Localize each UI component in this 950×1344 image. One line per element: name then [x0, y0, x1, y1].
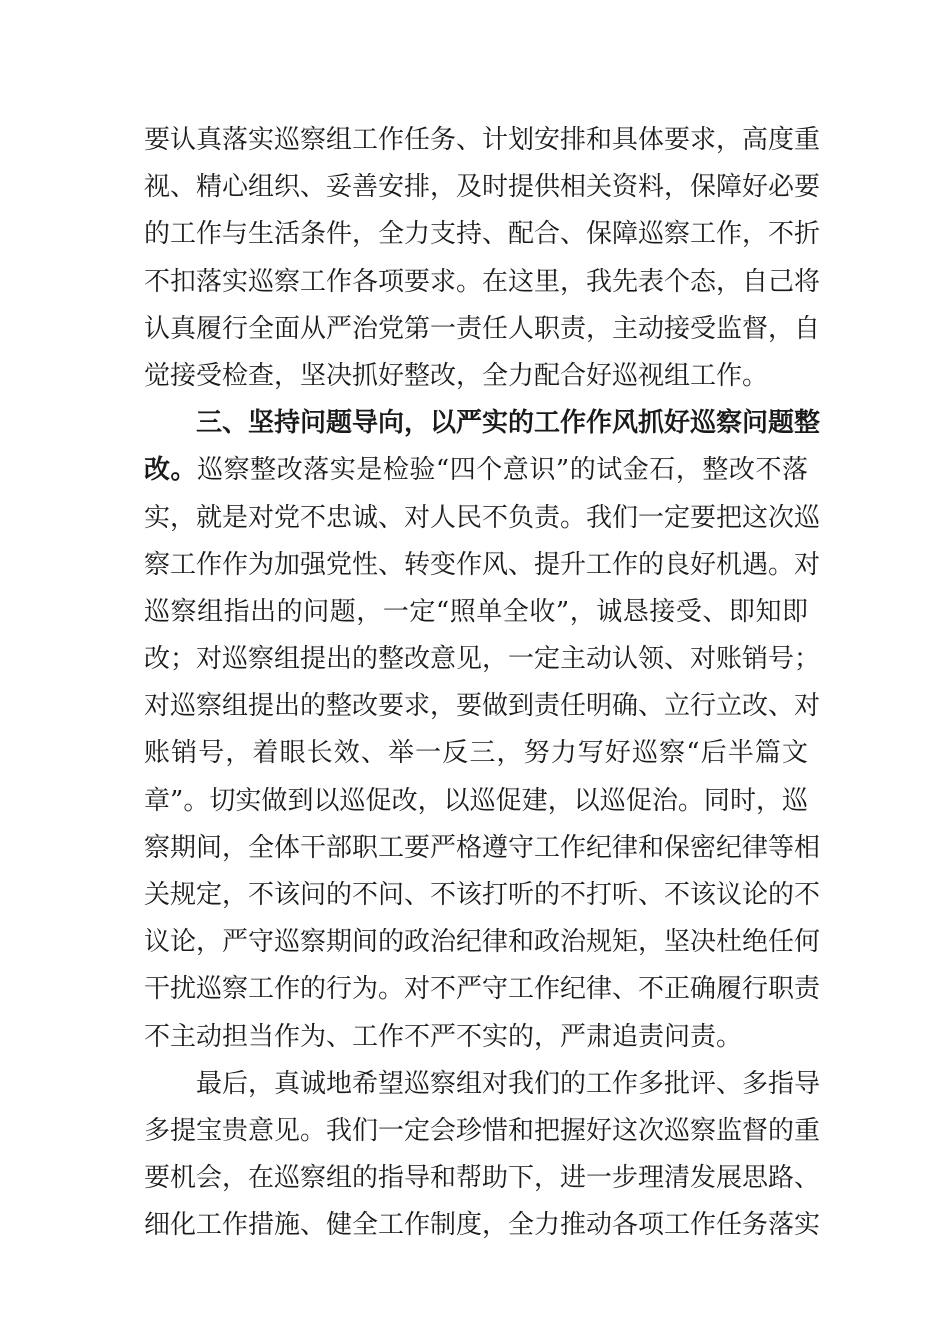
text-line: 改；对巡察组提出的整改意见，一定主动认领、对账销号； — [144, 644, 821, 675]
text-line: 巡察组指出的问题，一定“照单全收”，诚恳接受、即知即 — [144, 596, 808, 627]
text-line: 最后，真诚地希望巡察组对我们的工作多批评、多指导 — [196, 1068, 821, 1099]
text-line: 觉接受检查，坚决抓好整改，全力配合好巡视组工作。 — [144, 360, 769, 391]
text-segment: 巡察整改落实是检验“四个意识”的试金石，整改不落 — [197, 455, 808, 486]
text-line: 干扰巡察工作的行为。对不严守工作纪律、不正确履行职责 — [144, 974, 821, 1005]
body-text — [144, 117, 821, 1250]
text-line: 要认真落实巡察组工作任务、计划安排和具体要求，高度重 — [144, 125, 821, 155]
text-line: 关规定，不该问的不问、不该打听的不打听、不该议论的不 — [144, 880, 821, 910]
text-line: 账销号，着眼长效、举一反三，努力写好巡察“后半篇文 — [144, 738, 808, 769]
text-line: 实，就是对党不忠诚、对人民不负责。我们一定要把这次巡 — [144, 502, 821, 533]
text-line: 不主动担当作为、工作不严不实的，严肃追责问责。 — [144, 1021, 743, 1052]
text-line: 章”。切实做到以巡促改，以巡促建，以巡促治。同时，巡 — [144, 785, 808, 816]
text-line: 议论，严守巡察期间的政治纪律和政治规矩，坚决杜绝任何 — [144, 927, 821, 958]
text-line: 察期间，全体干部职工要严格遵守工作纪律和保密纪律等相 — [144, 832, 821, 863]
text-line: 多提宝贵意见。我们一定会珍惜和把握好这次巡察监督的重 — [144, 1115, 821, 1146]
text-line: 对巡察组提出的整改要求，要做到责任明确、立行立改、对 — [144, 691, 821, 722]
text-line: 要机会，在巡察组的指导和帮助下，进一步理清发展思路、 — [144, 1163, 821, 1194]
text-line: 察工作作为加强党性、转变作风、提升工作的良好机遇。对 — [144, 549, 821, 580]
text-line: 视、精心组织、妥善安排，及时提供相关资料，保障好必要 — [144, 172, 821, 203]
section-heading: 三、坚持问题导向，以严实的工作作风抓好巡察问题整 — [196, 408, 821, 439]
paragraph-2 — [144, 400, 821, 1061]
section-heading-end: 改。 — [144, 455, 198, 486]
text-line: 不扣落实巡察工作各项要求。在这里，我先表个态，自己将 — [144, 266, 821, 297]
text-line — [144, 447, 808, 494]
paragraph-1 — [144, 117, 821, 400]
text-line: 认真履行全面从严治党第一责任人职责，主动接受监督，自 — [144, 313, 821, 344]
text-line: 的工作与生活条件，全力支持、配合、保障巡察工作，不折 — [144, 219, 821, 250]
paragraph-3 — [144, 1061, 821, 1250]
text-line: 细化工作措施、健全工作制度，全力推动各项工作任务落实 — [144, 1210, 821, 1241]
